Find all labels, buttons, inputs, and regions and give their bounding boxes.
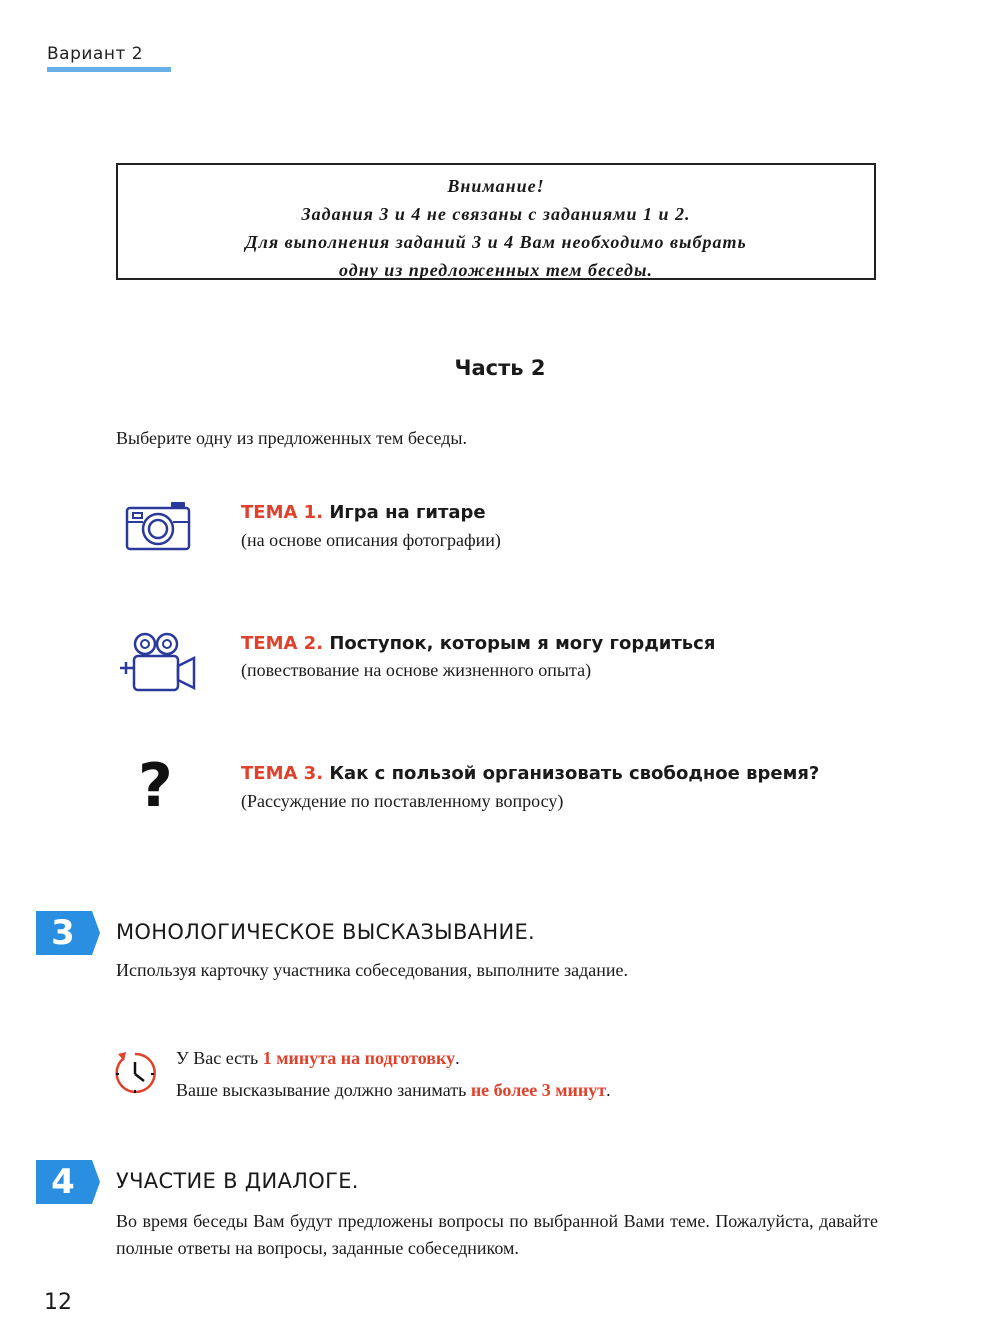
notice-line: Задания 3 и 4 не связаны с заданиями 1 и 2. [301, 204, 691, 224]
timer-line-1 [176, 1048, 460, 1069]
topic-3-label: ТЕМА 3. [241, 763, 324, 784]
topic-1-subtitle: (на основе описания фотографии) [241, 530, 501, 550]
variant-label: Вариант 2 [47, 44, 144, 64]
timer-line-2 [176, 1080, 611, 1101]
task-3-text: Используя карточку участника собеседования, выполните задание. [116, 960, 629, 980]
timer-line-1-highlight: 1 минута на подготовку [262, 1048, 456, 1068]
task-3-title: МОНОЛОГИЧЕСКОЕ ВЫСКАЗЫВАНИЕ. [116, 920, 535, 944]
part-intro: Выберите одну из предложенных тем беседы. [116, 428, 467, 448]
notice-line: одну из предложенных тем беседы. [339, 260, 653, 280]
topic-2-heading [241, 633, 715, 654]
timer-line-1-prefix: У Вас есть [176, 1048, 263, 1068]
topic-2-title: Поступок, которым я могу гордиться [329, 633, 716, 654]
timer-icon [110, 1050, 160, 1098]
question-mark-icon: ? [138, 751, 173, 821]
topic-1-label: ТЕМА 1. [241, 502, 324, 523]
part-title: Часть 2 [454, 356, 546, 380]
topic-1-title: Игра на гитаре [329, 502, 486, 523]
notice-box [116, 163, 876, 280]
timer-line-2-highlight: не более 3 минут [470, 1080, 607, 1100]
variant-underline [47, 67, 171, 72]
topic-3-heading [241, 763, 819, 784]
topic-1-heading [241, 502, 486, 523]
notice-line: Внимание! [447, 176, 545, 196]
timer-line-2-suffix: . [606, 1080, 611, 1100]
timer-line-1-suffix: . [455, 1048, 460, 1068]
camera-icon [124, 500, 192, 552]
task-4-number: 4 [51, 1162, 75, 1202]
topic-2-subtitle: (повествование на основе жизненного опыта) [241, 660, 592, 680]
notice-line: Для выполнения заданий 3 и 4 Вам необходимо выбрать [245, 232, 747, 252]
topic-3-subtitle: (Рассуждение по поставленному вопросу) [241, 791, 564, 811]
task-4-title: УЧАСТИЕ В ДИАЛОГЕ. [116, 1169, 359, 1193]
topic-2-label: ТЕМА 2. [241, 633, 324, 654]
topic-3-title: Как с пользой организовать свободное время? [329, 763, 820, 784]
film-camera-icon [118, 630, 198, 694]
page-number: 12 [44, 1290, 72, 1315]
task-4-text: Во время беседы Вам будут предложены вопросы по выбранной Вами теме. Пожалуйста, давайте полные ответы на вопросы, заданные собеседником. [116, 1211, 878, 1258]
task-3-number: 3 [51, 913, 75, 953]
timer-line-2-prefix: Ваше высказывание должно занимать [176, 1080, 471, 1100]
